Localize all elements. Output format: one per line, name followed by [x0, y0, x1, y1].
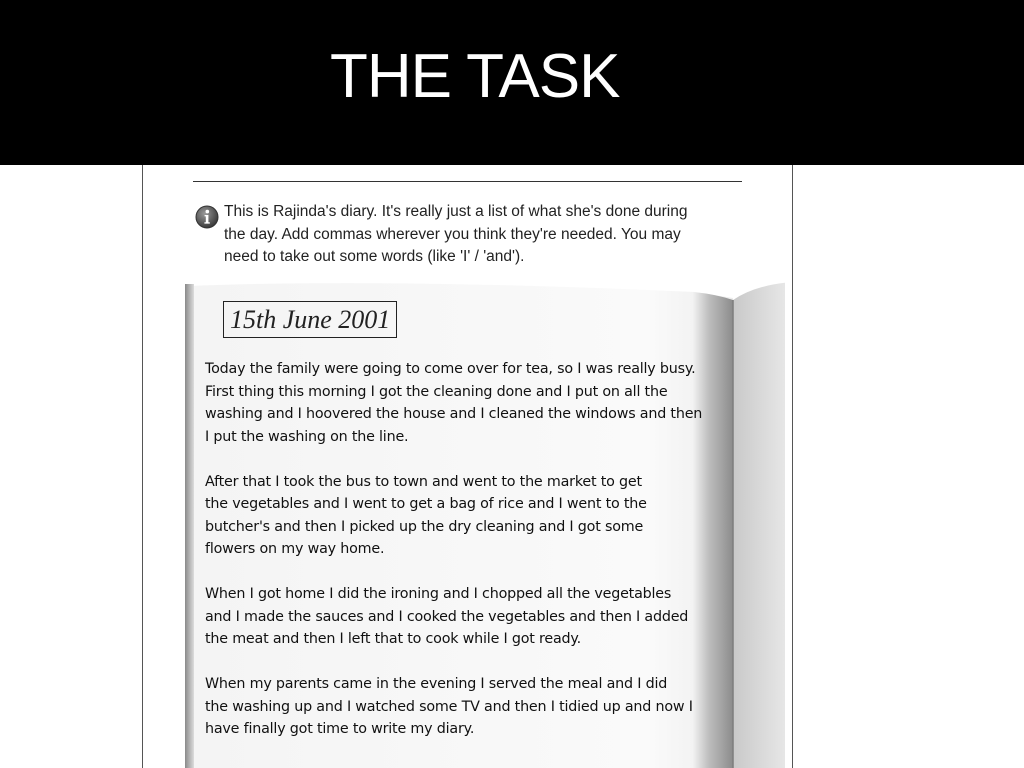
divider-line	[193, 181, 742, 182]
diary-paragraph: When I got home I did the ironing and I chopped all the vegetables and I made the sauces and I cooked the vegetables and then I added the meat and then I left that to cook while I got ready.	[205, 586, 689, 647]
diary-entry	[205, 358, 765, 763]
diary-paragraph: Today the family were going to come over for tea, so I was really busy. First thing this morning I got the cleaning done and I put on all the washing and I hoovered the house and I cleaned the windows and then I put the washing on the line.	[205, 361, 703, 445]
diary-date: 15th June 2001	[223, 301, 397, 338]
worksheet	[142, 165, 793, 768]
info-icon	[195, 205, 219, 229]
instructions-text: This is Rajinda's diary. It's really just a list of what she's done during the day. Add commas wherever you think they're needed. You may need to take out some words (like 'I' / 'and').	[224, 203, 688, 265]
slide-title: THE TASK	[330, 42, 620, 111]
title-bar	[0, 0, 1024, 165]
diary-book	[185, 280, 785, 768]
diary-paragraph: After that I took the bus to town and went to the market to get the vegetables and I went to get a bag of rice and I went to the butcher's and then I picked up the dry cleaning and I got some flowers on my way home.	[205, 473, 647, 557]
diary-paragraph: When my parents came in the evening I served the meal and I did the washing up and I watched some TV and then I tidied up and now I have finally got time to write my diary.	[205, 676, 693, 737]
